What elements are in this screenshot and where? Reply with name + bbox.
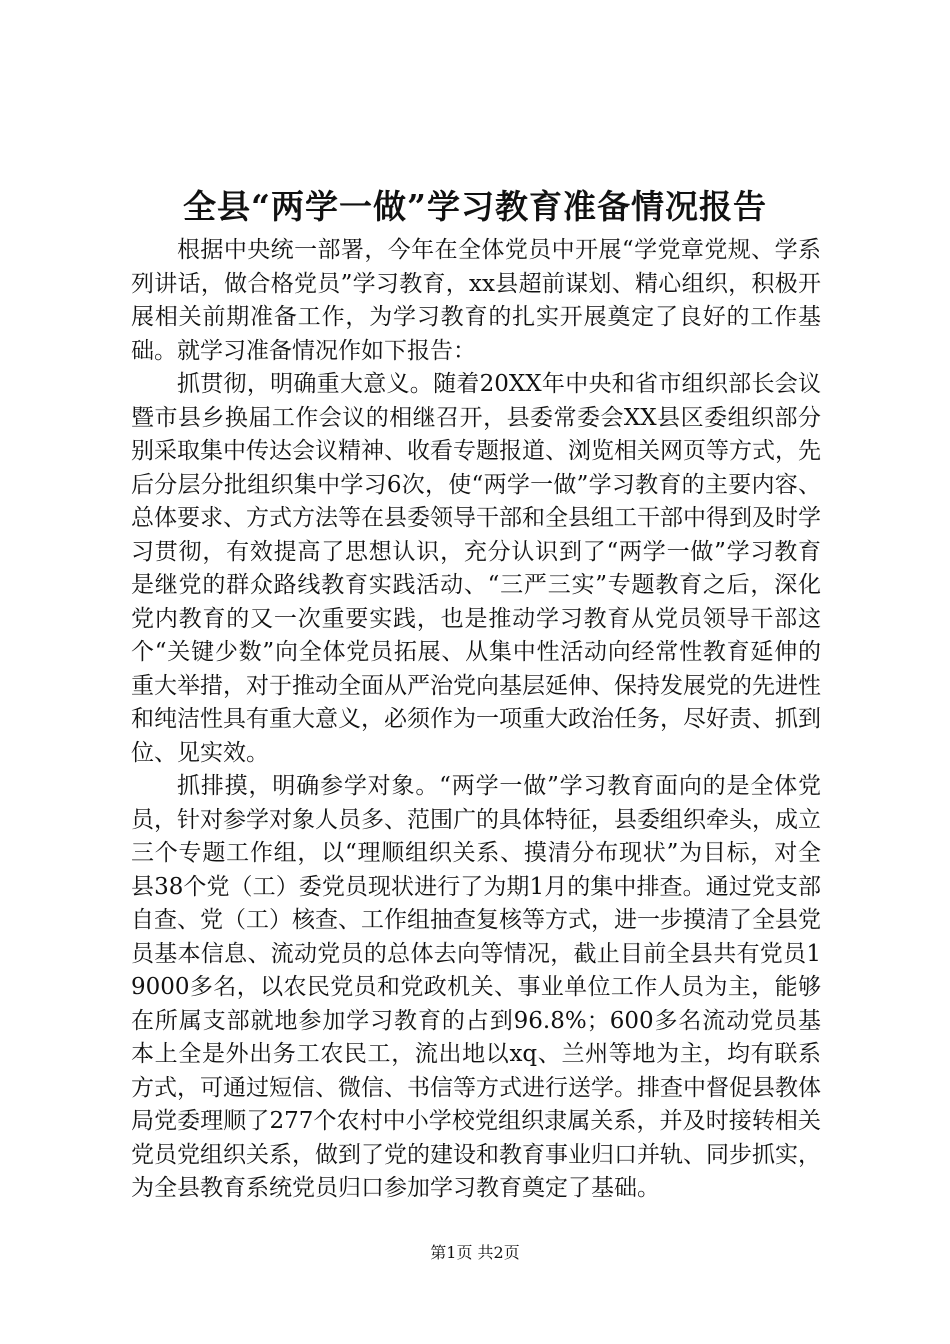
document-body bbox=[131, 234, 821, 1206]
paragraph-implementation: 抓贯彻，明确重大意义。随着20XX年中央和省市组织部长会议暨市县乡换届工作会议的相继召开，县委常委会XX县区委组织部分别采取集中传达会议精神、收看专题报道、浏览相关网页等方式，先后分层分批组织集中学习6次，使“两学一做”学习教育的主要内容、总体要求、方式方法等在县委领导干部和全县组工干部中得到及时学习贯彻，有效提高了思想认识，充分认识到了“两学一做”学习教育是继党的群众路线教育实践活动、“三严三实”专题教育之后，深化党内教育的又一次重要实践，也是推动学习教育从党员领导干部这个“关键少数”向全体党员拓展、从集中性活动向经常性教育延伸的重大举措，对于推动全面从严治党向基层延伸、保持发展党的先进性和纯洁性具有重大意义，必须作为一项重大政治任务，尽好责、抓到位、见实效。 bbox=[131, 371, 821, 766]
page-footer bbox=[0, 1243, 950, 1263]
paragraph-survey: 抓排摸，明确参学对象。“两学一做”学习教育面向的是全体党员，针对参学对象人员多、范围广的具体特征，县委组织牵头，成立三个专题工作组，以“理顺组织关系、摸清分布现状”为目标，对全县38个党（工）委党员现状进行了为期1月的集中排查。通过党支部自查、党（工）核查、工作组抽查复核等方式，进一步摸清了全县党员基本信息、流动党员的总体去向等情况，截止目前全县共有党员19000多名，以农民党员和党政机关、事业单位工作人员为主，能够在所属支部就地参加学习教育的占到96.8%；600多名流动党员基本上全是外出务工农民工，流出地以xq、兰州等地为主，均有联系方式，可通过短信、微信、书信等方式进行送学。排查中督促县教体局党委理顺了277个农村中小学校党组织隶属关系，并及时接转相关党员党组织关系，做到了党的建设和教育事业归口并轨、同步抓实，为全县教育系统党员归口参加学习教育奠定了基础。 bbox=[131, 773, 821, 1201]
document-title: 全县“两学一做”学习教育准备情况报告 bbox=[183, 187, 767, 226]
paragraph-intro: 根据中央统一部署，今年在全体党员中开展“学党章党规、学系列讲话，做合格党员”学习教育，xx县超前谋划、精心组织，积极开展相关前期准备工作，为学习教育的扎实开展奠定了良好的工作基础。就学习准备情况作如下报告： bbox=[131, 237, 821, 364]
page-indicator: 第1页 共2页 bbox=[430, 1243, 520, 1262]
